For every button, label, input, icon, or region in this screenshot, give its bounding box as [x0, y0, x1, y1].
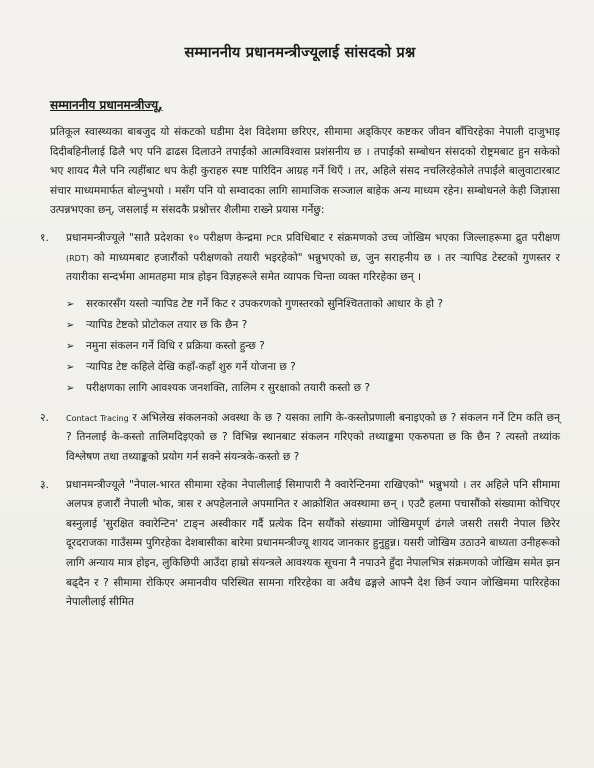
item-number: ३.	[40, 478, 49, 491]
salutation: सम्माननीय प्रधानमन्त्रीज्यू,	[50, 98, 163, 112]
bullet-text: र्‍यापिड टेष्टको प्रोटोकल तयार छ कि छैन ?	[86, 318, 248, 331]
question-item-2	[40, 409, 560, 468]
item-body	[66, 409, 560, 468]
list-item	[66, 378, 560, 399]
bullet-text: र्‍यापिड टेष्ट कहिले देखि कहाँ-कहाँ शुरु गर्ने योजना छ ?	[86, 360, 296, 373]
item-text: र अभिलेख संकलनको अवस्था के छ ? यसका लागि के-कस्तोप्रणाली बनाइएको छ ? संकलन गर्ने टिम कति छन् ? तिनलाई के-कस्तो तालिमदिइएको छ ? विभिन्न स्थानबाट संकलन गरिएको तथ्याङ्कमा एकरुपता छ कि छैन ? त्यस्तो तथ्यांक विश्लेषण तथा तथ्याङ्कको प्रयोग गर्न सक्ने संयन्त्रके-कस्तो छ ?	[66, 411, 560, 463]
bullet-text: परीक्षणका लागि आवश्यक जनशक्ति, तालिम र सुरक्षाको तयारी कस्तो छ ?	[86, 381, 370, 394]
arrow-bullet-icon: ➢	[66, 340, 75, 352]
arrow-bullet-icon: ➢	[66, 298, 75, 310]
contact-tracing-term: Contact Tracing	[66, 413, 129, 423]
question-bullet-list	[66, 294, 560, 399]
arrow-bullet-icon: ➢	[66, 361, 75, 373]
arrow-bullet-icon: ➢	[66, 319, 75, 331]
item-text: प्रविधिबाट र संक्रमणको उच्च जोखिम भएका जिल्लाहरूमा द्रुत परीक्षण	[282, 231, 560, 244]
bullet-text: सरकारसँग यस्तो र्‍यापिड टेष्ट गर्ने किट र उपकरणको गुणस्तरको सुनिश्चितताको आधार के हो ?	[86, 297, 443, 310]
item-number: १.	[40, 231, 49, 244]
item-text: को माध्यमबाट हजारौंको परीक्षणको तयारी भइरहेको" भन्नुभएको छ, जुन सराहनीय छ । तर र्‍यापिड टेस्टको गुणस्तर र तयारीका सन्दर्भमा आमतहमा मात्र होइन विज्ञहरूले समेत व्यापक चिन्ता व्यक्त गरिरहेका छन् ।	[66, 251, 560, 284]
rdt-term: (RDT)	[66, 253, 89, 263]
item-body: प्रधानमन्त्रीज्यूले "नेपाल-भारत सीमामा रहेका नेपालीलाई सिमापारी नै क्वारेन्टिनमा राखिएको" भन्नुभयो । तर अहिले पनि सीमामा अलपत्र हजारौं नेपाली भोक, त्रास र अपहेलनाले अपमानित र आक्रोशित अवस्थामा छन् । एउटै हलमा पचासौंको संख्यामा कोचिएर बस्नुलाई 'सुरक्षित क्वारेन्टिन' टाङ्न अस्वीकार गर्दै प्रत्येक दिन सयौंको संख्यामा जोखिमपूर्ण ढंगले जसरी तसरी नेपाल छिरेर दूरदराजका गाउँसम्म पुगिरहेका देशबासीका बारेमा प्रधानमन्त्रीज्यू शायद जानकार हुनुहुन्न। यसरी जोखिम उठाउने बाध्यता उनीहरूको लागि अन्याय मात्र होइन, लुकिछिपी आउँदा हाम्रो संयन्त्रले आवश्यक सूचना नै नपाउने हुँदा नेपालभित्र संक्रमणको जोखिम समेत झन बढ्दैन र ? सीमामा रोकिएर अमानवीय परिस्थित सामना गरिरहेका वा अवैध ढङ्गले आफ्नै देश छिर्न ज्यान जोखिममा पारिरहेका नेपालीलाई सीमित	[66, 478, 560, 609]
item-body	[66, 229, 560, 288]
item-text: प्रधानमन्त्रीज्यूले "सातै प्रदेशका १० परीक्षण केन्द्रमा	[66, 231, 267, 244]
bullet-text: नमुना संकलन गर्ने विधि र प्रक्रिया कस्तो हुन्छ ?	[86, 339, 265, 352]
arrow-bullet-icon: ➢	[66, 382, 75, 394]
question-item-3	[40, 476, 560, 613]
item-number: २.	[40, 411, 49, 424]
list-item	[66, 336, 560, 357]
page-title: सम्माननीय प्रधानमन्त्रीज्यूलाई सांसदको प्रश्न	[184, 45, 416, 61]
pcr-term: PCR	[266, 233, 283, 243]
list-item	[66, 315, 560, 336]
list-item	[66, 357, 560, 378]
question-item-1	[40, 229, 560, 288]
list-item	[66, 294, 560, 315]
intro-paragraph: प्रतिकूल स्वास्थ्यका बाबजुद यो संकटको घडीमा देश विदेशमा छरिएर, सीमामा अड्किएर कष्टकर जीवन बाँचिरहेका नेपाली दाजुभाइ दिदीबहिनीलाई ढिलै भए पनि ढाढस दिलाउने तपाईंको आत्मविश्वास प्रशंसनीय छ । तपाईंको सम्बोधन संसदको रोष्ट्रमबाट हुन सकेको भए शायद मैले पनि त्यहींबाट थप केही कुराहरु स्पष्ट पारिदिन आग्रह गर्ने थिएँ । तर, अहिले संसद नचलिरहेकोले तपाईंले बालुवाटारबाट संचार माध्यममार्फत बोल्नुभयो । मसँग पनि यो सम्वादका लागि सामाजिक सञ्जाल बाहेक अन्य माध्यम रहेन। सम्बोधनले केही जिज्ञासा उत्पन्नभएका छन्, जसलाई म संसदकै प्रश्नोत्तर शैलीमा राख्ने प्रयास गर्नेछु:	[50, 126, 560, 217]
